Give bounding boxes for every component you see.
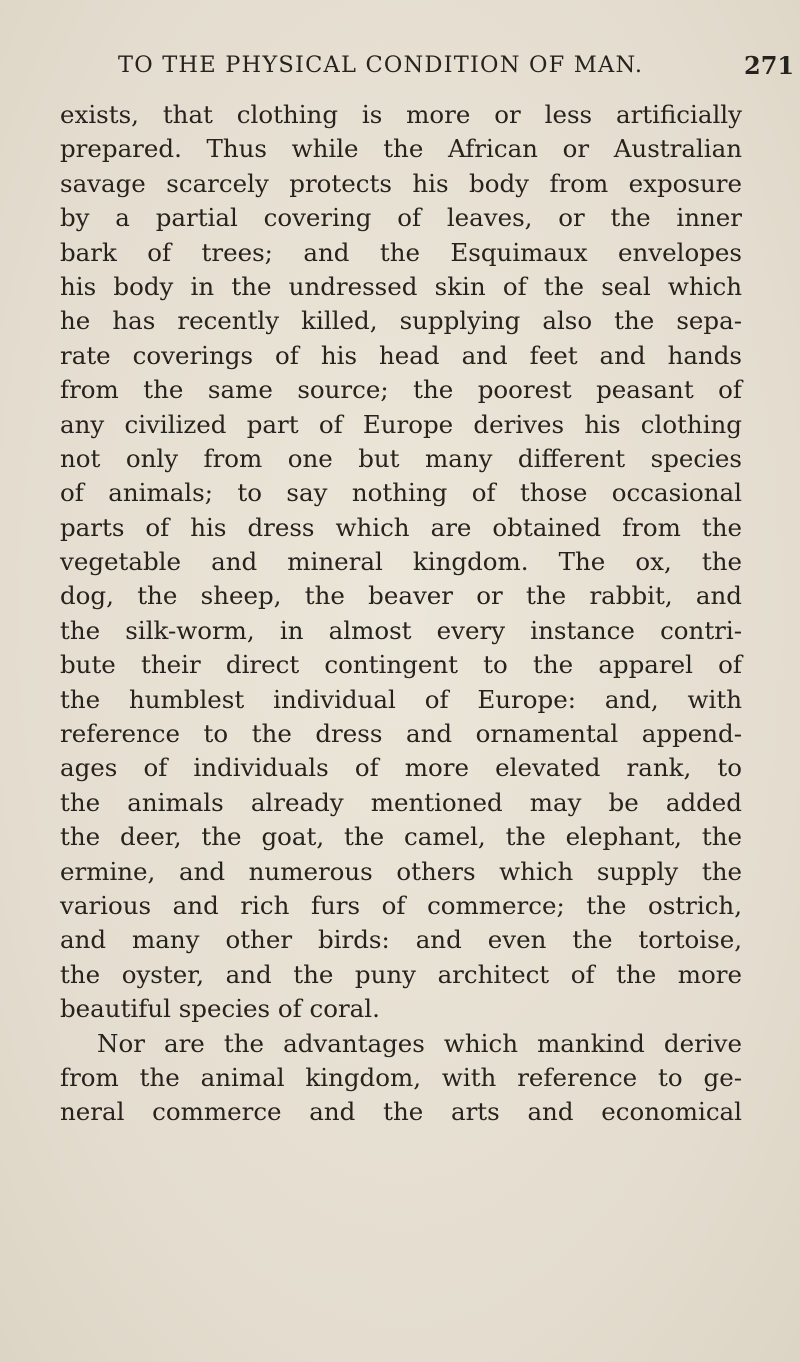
text-line: bute their direct contingent to the apparel of — [60, 650, 742, 680]
text-line: the silk-worm, in almost every instance contri- — [60, 615, 742, 645]
text-line: parts of his dress which are obtained from the — [60, 512, 742, 542]
text-line: bark of trees; and the Esquimaux envelopes — [60, 237, 742, 267]
text-line: the humblest individual of Europe: and, with — [60, 684, 742, 714]
text-line: rate coverings of his head and feet and hands — [60, 340, 742, 370]
text-line: of animals; to say nothing of those occasional — [60, 478, 742, 508]
text-line: prepared. Thus while the African or Australian — [60, 134, 742, 164]
text-line: savage scarcely protects his body from exposure — [60, 168, 742, 198]
text-line: not only from one but many different species — [60, 443, 742, 473]
body-text — [60, 98, 742, 1130]
text-line: neral commerce and the arts and economical — [60, 1097, 742, 1127]
text-line: ermine, and numerous others which supply the — [60, 856, 742, 886]
text-line: his body in the undressed skin of the seal which — [60, 271, 742, 301]
running-title: TO THE PHYSICAL CONDITION OF MAN. — [118, 52, 644, 78]
text-line: the oyster, and the puny architect of the more — [60, 959, 742, 989]
text-line: ages of individuals of more elevated rank, to — [60, 753, 742, 783]
text-line: dog, the sheep, the beaver or the rabbit, and — [60, 581, 742, 611]
page-number: 271 — [744, 51, 795, 80]
text-line: from the animal kingdom, with reference to ge- — [60, 1062, 742, 1092]
text-line: he has recently killed, supplying also the sepa- — [60, 306, 742, 336]
text-line: and many other birds: and even the tortoise, — [60, 925, 742, 955]
running-head — [0, 52, 800, 86]
text-line: various and rich furs of commerce; the ostrich, — [60, 890, 742, 920]
text-line: the animals already mentioned may be added — [60, 787, 742, 817]
text-line: vegetable and mineral kingdom. The ox, the — [60, 547, 742, 577]
text-line: by a partial covering of leaves, or the inner — [60, 203, 742, 233]
text-line: the deer, the goat, the camel, the elephant, the — [60, 822, 742, 852]
paragraph-start-line: Nor are the advantages which mankind derive — [97, 1028, 742, 1058]
text-line: any civilized part of Europe derives his clothing — [60, 409, 742, 439]
text-line: exists, that clothing is more or less artificially — [60, 100, 742, 129]
paragraph-end-line: beautiful species of coral. — [60, 994, 380, 1024]
text-line: reference to the dress and ornamental append- — [60, 719, 742, 749]
text-line: from the same source; the poorest peasant of — [60, 375, 742, 405]
